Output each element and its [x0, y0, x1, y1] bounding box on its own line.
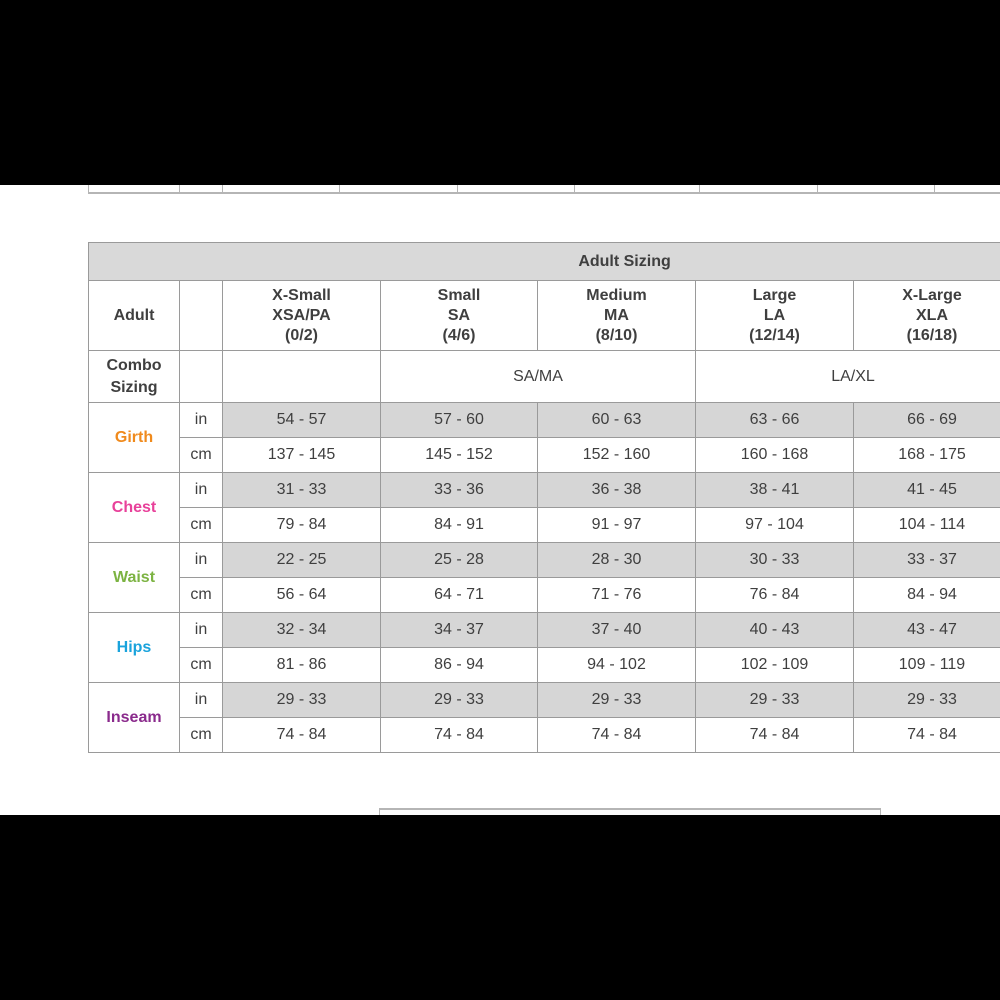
table-cell: 145 - 152 — [381, 438, 538, 473]
next-table-remnant — [379, 808, 881, 815]
table-row — [89, 578, 1000, 613]
size-header-cell — [696, 281, 854, 351]
table-cell: 29 - 33 — [854, 683, 1000, 718]
table-cell: 60 - 63 — [538, 403, 696, 438]
table-row — [89, 543, 1000, 578]
unit-label: cm — [180, 578, 223, 613]
size-range: (4/6) — [442, 326, 476, 344]
table-cell: 66 - 69 — [854, 403, 1000, 438]
table-cell: 33 - 37 — [854, 543, 1000, 578]
table-cell: 29 - 33 — [538, 683, 696, 718]
table-divider — [222, 185, 223, 192]
unit-label: in — [180, 683, 223, 718]
table-cell: 29 - 33 — [381, 683, 538, 718]
measurement-label: Chest — [89, 473, 180, 543]
size-header-cell — [223, 281, 381, 351]
table-cell: 79 - 84 — [223, 508, 381, 543]
table-cell: 36 - 38 — [538, 473, 696, 508]
combo-group-cell — [223, 351, 381, 403]
size-header-cell — [381, 281, 538, 351]
size-header-cell — [538, 281, 696, 351]
table-cell: 71 - 76 — [538, 578, 696, 613]
table-divider — [934, 185, 935, 192]
table-cell: 168 - 175 — [854, 438, 1000, 473]
table-cell: 91 - 97 — [538, 508, 696, 543]
size-range: (16/18) — [906, 326, 958, 344]
table-cell: 56 - 64 — [223, 578, 381, 613]
size-header-row — [89, 281, 1000, 351]
unit-cell — [180, 351, 223, 403]
size-name: Medium — [586, 286, 647, 304]
table-title-row — [89, 243, 1000, 281]
combo-sizing-label — [89, 351, 180, 403]
table-cell: 40 - 43 — [696, 613, 854, 648]
size-range: (12/14) — [749, 326, 800, 344]
table-row — [89, 718, 1000, 753]
unit-label: cm — [180, 508, 223, 543]
table-cell: 74 - 84 — [381, 718, 538, 753]
size-code: XSA/PA — [272, 306, 331, 324]
table-cell: 84 - 91 — [381, 508, 538, 543]
table-cell: 64 - 71 — [381, 578, 538, 613]
table-cell: 32 - 34 — [223, 613, 381, 648]
table-cell: 74 - 84 — [696, 718, 854, 753]
table-cell: 30 - 33 — [696, 543, 854, 578]
size-header-cell — [854, 281, 1000, 351]
combo-label-line: Sizing — [110, 378, 158, 396]
table-cell: 160 - 168 — [696, 438, 854, 473]
table-row — [89, 438, 1000, 473]
table-cell: 74 - 84 — [854, 718, 1000, 753]
measurement-label: Hips — [89, 613, 180, 683]
table-cell: 29 - 33 — [223, 683, 381, 718]
table-cell: 31 - 33 — [223, 473, 381, 508]
table-cell: 74 - 84 — [223, 718, 381, 753]
combo-label-line: Combo — [106, 356, 162, 374]
table-cell: 86 - 94 — [381, 648, 538, 683]
table-cell: 97 - 104 — [696, 508, 854, 543]
size-code: MA — [604, 306, 629, 324]
table-cell: 74 - 84 — [538, 718, 696, 753]
table-row — [89, 613, 1000, 648]
table-row — [89, 683, 1000, 718]
size-range: (8/10) — [595, 326, 638, 344]
table-row — [89, 473, 1000, 508]
table-cell: 28 - 30 — [538, 543, 696, 578]
size-code: SA — [447, 306, 471, 324]
table-title: Adult Sizing — [89, 243, 1000, 281]
unit-label: cm — [180, 648, 223, 683]
unit-label: in — [180, 543, 223, 578]
measurement-label: Inseam — [89, 683, 180, 753]
table-cell: 33 - 36 — [381, 473, 538, 508]
size-name: Small — [437, 286, 481, 304]
size-name: Large — [752, 286, 797, 304]
table-cell: 84 - 94 — [854, 578, 1000, 613]
unit-label: cm — [180, 438, 223, 473]
unit-header-cell — [180, 281, 223, 351]
measurement-rows — [89, 403, 1000, 753]
size-name: X-Small — [272, 286, 331, 304]
table-divider — [699, 185, 700, 192]
table-divider — [457, 185, 458, 192]
size-code: LA — [763, 306, 786, 324]
table-cell: 109 - 119 — [854, 648, 1000, 683]
table-cell: 63 - 66 — [696, 403, 854, 438]
table-cell: 43 - 47 — [854, 613, 1000, 648]
table-cell: 34 - 37 — [381, 613, 538, 648]
table-cell: 29 - 33 — [696, 683, 854, 718]
size-code: XLA — [916, 306, 948, 324]
unit-label: in — [180, 403, 223, 438]
table-cell: 54 - 57 — [223, 403, 381, 438]
table-cell: 94 - 102 — [538, 648, 696, 683]
table-divider — [817, 185, 818, 192]
size-name: X-Large — [902, 286, 962, 304]
measurement-label: Waist — [89, 543, 180, 613]
table-row — [89, 508, 1000, 543]
table-cell: 37 - 40 — [538, 613, 696, 648]
table-cell: 25 - 28 — [381, 543, 538, 578]
table-divider — [179, 185, 180, 192]
previous-table-remnant — [88, 185, 1000, 194]
combo-group-cell: SA/MA — [381, 351, 696, 403]
unit-label: in — [180, 473, 223, 508]
table-cell: 22 - 25 — [223, 543, 381, 578]
table-row — [89, 648, 1000, 683]
unit-label: cm — [180, 718, 223, 753]
measurement-label: Girth — [89, 403, 180, 473]
combo-sizing-row — [89, 351, 1000, 403]
document-page — [0, 185, 1000, 815]
table-cell: 104 - 114 — [854, 508, 1000, 543]
table-divider — [574, 185, 575, 192]
combo-group-cell: LA/XL — [696, 351, 1000, 403]
table-cell: 152 - 160 — [538, 438, 696, 473]
table-divider — [339, 185, 340, 192]
table-cell: 38 - 41 — [696, 473, 854, 508]
adult-sizing-table — [88, 242, 1000, 753]
table-cell: 81 - 86 — [223, 648, 381, 683]
table-cell: 102 - 109 — [696, 648, 854, 683]
table-cell: 76 - 84 — [696, 578, 854, 613]
table-cell: 137 - 145 — [223, 438, 381, 473]
unit-label: in — [180, 613, 223, 648]
size-range: (0/2) — [285, 326, 318, 344]
table-cell: 57 - 60 — [381, 403, 538, 438]
table-cell: 41 - 45 — [854, 473, 1000, 508]
adult-label: Adult — [89, 281, 180, 351]
table-row — [89, 403, 1000, 438]
